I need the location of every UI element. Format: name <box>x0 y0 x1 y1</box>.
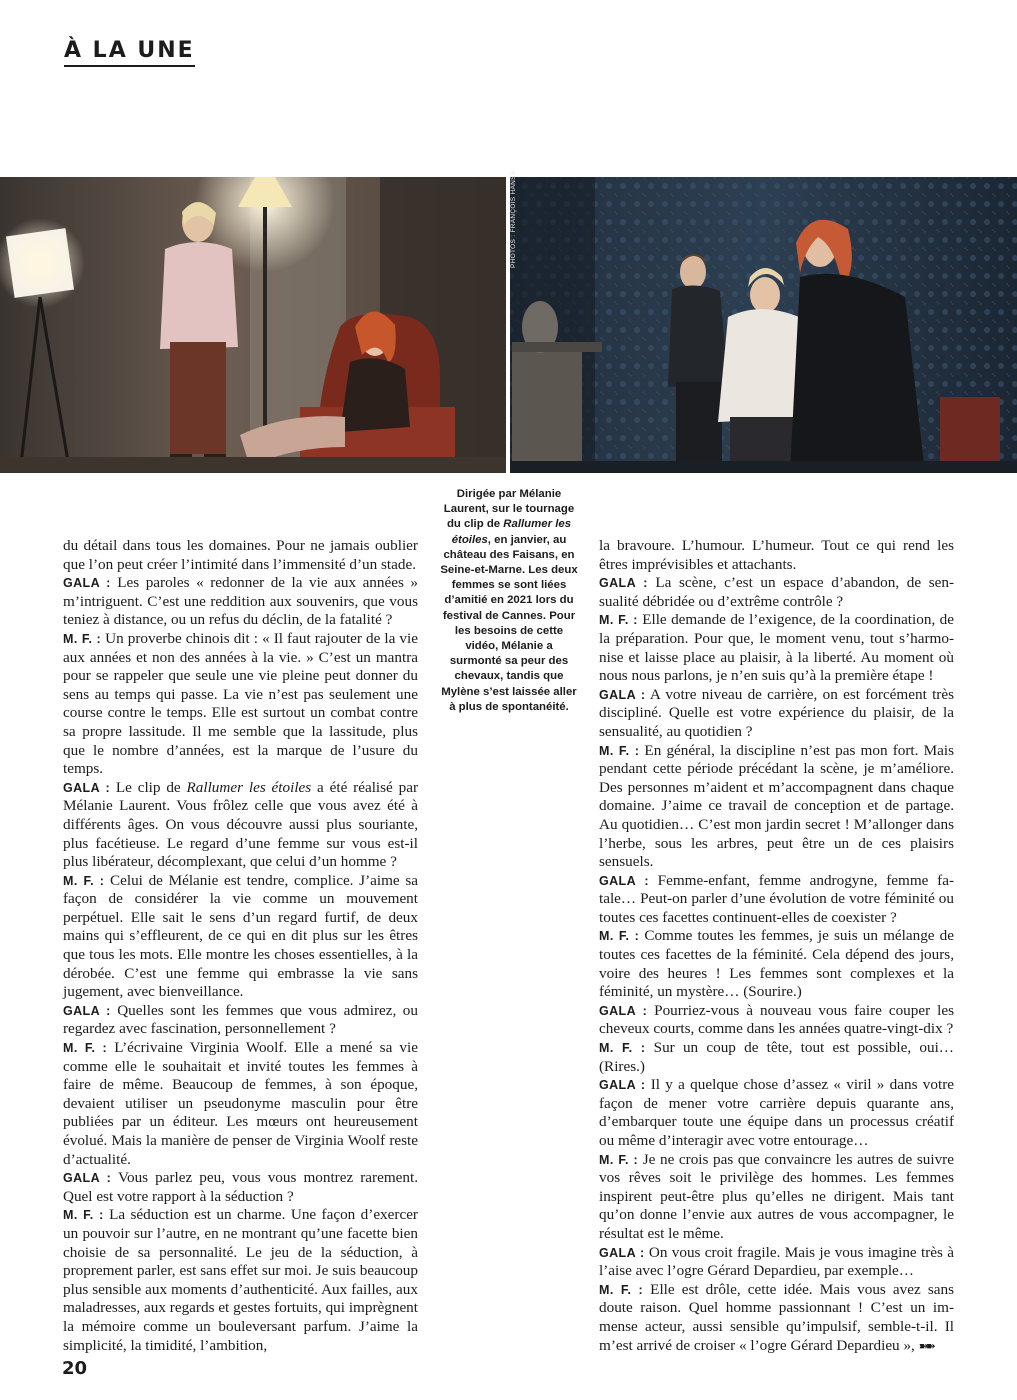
paragraph: GALA : Il y a quelque chose d’assez « viril » dans votre façon de mener votre carrière depuis quarante ans, d’embarquer toute une équipe dans un processus créatif ou même d’interagir avec votre entourage… <box>599 1076 954 1149</box>
paragraph: M. F. : Sur un coup de tête, tout est possible, oui… (Rires.) <box>599 1039 954 1075</box>
article-column-left <box>63 537 418 1355</box>
speaker-label: GALA : <box>63 1003 111 1018</box>
paragraph: GALA : Femme-enfant, femme androgyne, femme fatale… Peut-on parler d’une évolution de votre féminité ou toutes ces facettes continuent-elles de coexister ? <box>599 871 955 926</box>
paragraph: M. F. : Elle demande de l’exigence, de la coordination, de la préparation. Pour que, le moment venu, tout s’harmonise et laisse place au plaisir, à la liberté. Au moment où nous nous parlons, je n’en suis qu’à la première étape ! <box>599 611 954 685</box>
speaker-label: M. F. : <box>599 1152 639 1167</box>
speaker-label: M. F. : <box>599 929 640 944</box>
speaker-label: M. F. : <box>63 873 105 888</box>
speaker-label: M. F. : <box>63 631 102 646</box>
paragraph: GALA : Le clip de Rallumer les étoiles a été réalisé par Mélanie Laurent. Vous frôlez celle que vous avez été à différents âges. On vous découvre aussi plus souriante, plus facétieuse. Le regard d’une femme sur vous est-il plus libérateur, décomplexant, que celui d’un homme ? <box>63 778 419 871</box>
paragraph: GALA : Quelles sont les femmes que vous admirez, ou regardez avec fascination, personnellement ? <box>63 1001 418 1038</box>
speaker-label: GALA : <box>63 576 111 591</box>
speaker-label: GALA : <box>63 1171 112 1186</box>
paragraph: M. F. : Elle est drôle, cette idée. Mais vous avez sans doute raison. Quel homme passionnant ! C’est un immense acteur, aussi sensible qu’impulsif, semble-t-il. Il m’est arrivé de croiser « l’ogre Gérard Depardieu », ➽➽ <box>599 1280 954 1354</box>
photo-credit: PHOTOS : FRANÇOIS HANSS <box>510 170 517 268</box>
paragraph: M. F. : Comme toutes les femmes, je suis un mélange de toutes ces facettes de la féminité. Cela dépend des jours, voire des heures ! Les femmes sont complexes et la féminité, un mystère… (Sourire.) <box>599 927 954 1001</box>
speaker-label: GALA : <box>599 687 646 702</box>
speaker-label: GALA : <box>599 1245 645 1260</box>
paragraph: M. F. : L’écrivaine Virginia Woolf. Elle a mené sa vie comme elle le souhaitait et invité toutes les femmes à faire de même. Beaucoup de femmes, à son époque, devaient utiliser un pseudonyme masculin pour être publiées par un éditeur. Les mœurs ont heureusement évolué. Mais la manière de penser de Virginia Woolf reste d’actualité. <box>63 1039 418 1168</box>
speaker-label: M. F. : <box>63 1208 104 1223</box>
paragraph: GALA : Les paroles « redonner de la vie aux années » m’intriguent. C’est une reddition aux souvenirs, que vous teniez à distance, ou un refus du déclin, de la fatalité ? <box>63 574 419 629</box>
speaker-label: GALA : <box>599 873 649 888</box>
paragraph: M. F. : La séduction est un charme. Une façon d’exercer un pouvoir sur l’autre, en ne montrant qu’une facette bien choisie de sa personnalité. Le jeu de la séduction, à proprement parler, est sans effet sur moi. Je suis beaucoup plus sensible aux moments d’authenticité. Aux failles, aux maladresses, aux regards et gestes fortuits, qui imprègnent la mémoire comme un bouleversant parfum. J’aime la simplicité, la timidité, l’ambition, <box>63 1206 418 1354</box>
speaker-label: GALA : <box>63 780 111 795</box>
speaker-label: M. F. : <box>599 1282 644 1297</box>
section-title: À LA UNE <box>64 38 195 67</box>
paragraph: M. F. : En général, la discipline n’est pas mon fort. Mais pendant cette période précédant la scène, je m’améliore. Des personnes m’aident et m’accompagnent dans chaque domaine. J’aime ce travail de conception et de partage. Au quotidien… C’est mon jardin secret ! M’allonger dans l’herbe, sous les arbres, peut être un de ces plaisirs sensuels. <box>599 741 954 871</box>
speaker-label: M. F. : <box>599 613 638 628</box>
paragraph: M. F. : Je ne crois pas que convaincre les autres de suivre vos rêves soit le privilège des hommes. Les femmes inspirent peut-être plus qu’elles ne dirigent. Mais tant qu’on donne l’envie aux autres de vous accompagner, le résultat est le même. <box>599 1150 954 1242</box>
paragraph: GALA : La scène, c’est un espace d’abandon, de sensualité débridée ou d’extrême contrôle ? <box>599 574 954 610</box>
article-column-right <box>599 537 954 1355</box>
paragraph: GALA : On vous croit fragile. Mais je vous imagine très à l’aise avec l’ogre Gérard Depardieu, par exemple… <box>599 1243 954 1280</box>
speaker-label: GALA : <box>599 1003 648 1018</box>
left-photo <box>0 177 506 473</box>
page-number: 20 <box>62 1358 88 1379</box>
paragraph: M. F. : Un proverbe chinois dit : « Il faut rajouter de la vie aux années et non des années à la vie. » C’est un mantra pour se rappeler que seule une vie pleine peut donner du sens au temps qui passe. La vie n’est pas seulement une course contre le temps. Elle est surtout un combat contre sa propre lassitude. Il me semble que la lassitude, plus que le nombre d’années, est la marque de l’usure du temps. <box>63 629 418 778</box>
paragraph: GALA : Pourriez-vous à nouveau vous faire couper les cheveux courts, comme dans les années quatre-vingt-dix ? <box>599 1001 955 1038</box>
continue-arrow-icon: ➽➽ <box>918 1338 933 1353</box>
speaker-label: M. F. : <box>63 1041 108 1056</box>
right-photo <box>510 177 1017 473</box>
speaker-label: M. F. : <box>599 1041 646 1056</box>
paragraph: GALA : Vous parlez peu, vous vous montrez rarement. Quel est votre rapport à la séduction ? <box>63 1169 418 1205</box>
speaker-label: GALA : <box>599 1078 646 1093</box>
speaker-label: GALA : <box>599 576 648 591</box>
paragraph: M. F. : Celui de Mélanie est tendre, complice. J’aime sa façon de considérer la vie comme un mouvement perpétuel. Elle sait le sens d’un regard furtif, de deux mains qui s’effleurent, de ce qui en dit plus sur les êtres que tous les mots. Elle montre les choses essentielles, à la dérobée. C’est une femme qui embrasse la vie sans jugement, avec bienveillance. <box>63 871 418 1001</box>
speaker-label: M. F. : <box>599 743 640 758</box>
paragraph: la bravoure. L’humour. L’humeur. Tout ce qui rend les êtres imprévisibles et attachants. <box>599 537 954 573</box>
paragraph: GALA : A votre niveau de carrière, on est forcément très discipliné. Quelle est votre expérience du plaisir, de la sensualité, au quotidien ? <box>599 685 954 740</box>
photo-caption: Dirigée par Mélanie Laurent, sur le tournage du clip de Rallumer les étoiles, en janvier, au château des Faisans, en Seine-et-Marne. Les deux femmes se sont liées d’amitié en 2021 lors du festival de Cannes. Pour les besoins de cette vidéo, Mélanie a surmonté sa peur des chevaux, tandis que Mylène s’est laissée aller à plus de spontanéité. <box>440 488 578 713</box>
paragraph: du détail dans tous les domaines. Pour ne jamais oublier que l’on peut créer l’intimité dans l’immensité d’un stade. <box>63 537 418 573</box>
